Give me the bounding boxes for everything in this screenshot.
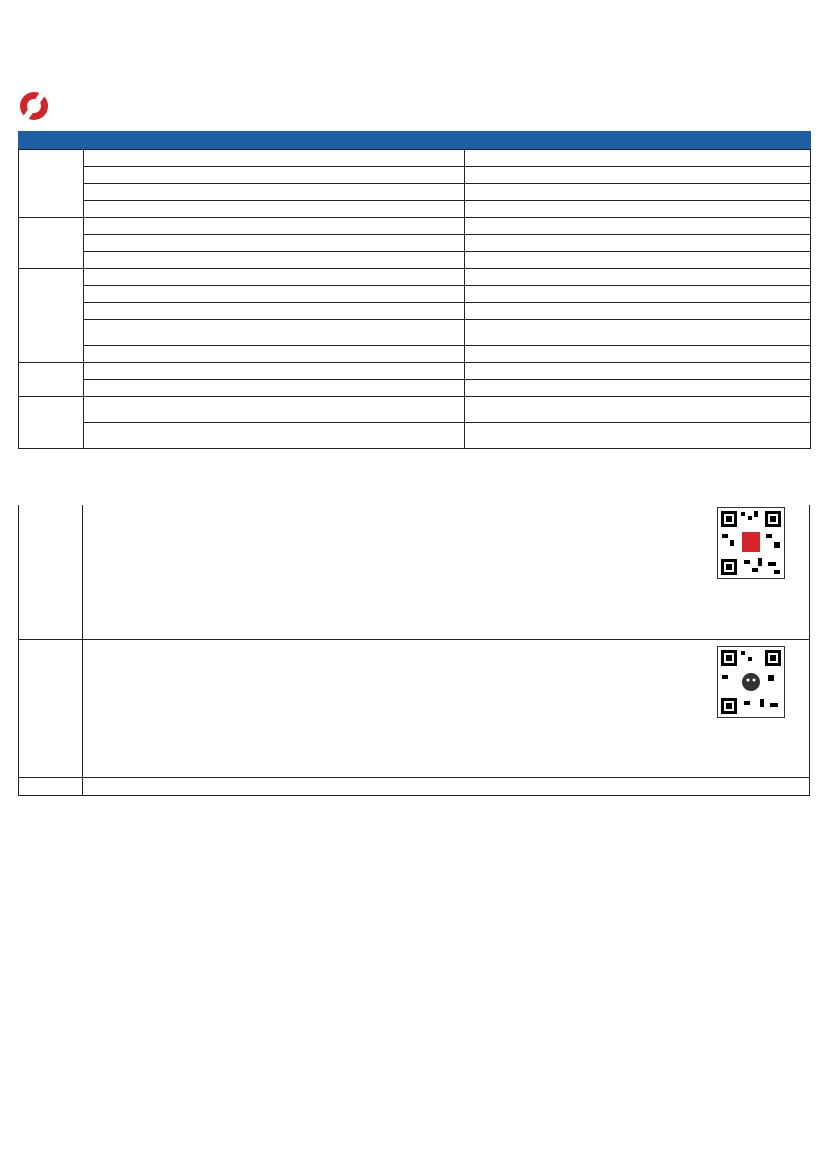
indicator-name xyxy=(465,422,681,448)
qr-code-news xyxy=(717,507,785,579)
change-value xyxy=(758,362,811,379)
table-row xyxy=(19,285,811,302)
latest-value xyxy=(311,166,404,183)
news-label xyxy=(19,505,83,639)
indicator-name xyxy=(465,345,681,362)
change-value xyxy=(404,302,465,319)
change-value xyxy=(758,379,811,396)
latest-value xyxy=(681,302,758,319)
indicator-name xyxy=(84,217,311,234)
industry-news-section xyxy=(18,505,810,640)
indicator-name xyxy=(84,234,311,251)
latest-value xyxy=(681,234,758,251)
indicator-name xyxy=(465,379,681,396)
latest-value xyxy=(311,200,404,217)
change-value xyxy=(758,251,811,268)
column-header xyxy=(311,131,404,149)
indicator-name xyxy=(465,200,681,217)
table-row xyxy=(19,345,811,362)
latest-value xyxy=(681,319,758,345)
change-value xyxy=(404,166,465,183)
indicator-name xyxy=(84,166,311,183)
table-row xyxy=(19,268,811,285)
change-value xyxy=(758,302,811,319)
view-label xyxy=(19,640,83,777)
latest-value xyxy=(681,362,758,379)
table-row xyxy=(19,149,811,166)
latest-value xyxy=(681,183,758,200)
table-row xyxy=(19,302,811,319)
change-value xyxy=(404,251,465,268)
tips-label xyxy=(19,778,83,795)
indicator-name xyxy=(84,302,311,319)
change-value xyxy=(404,422,465,448)
table-row xyxy=(19,379,811,396)
column-header xyxy=(19,131,84,149)
change-value xyxy=(758,345,811,362)
indicator-name xyxy=(84,200,311,217)
change-value xyxy=(404,183,465,200)
table-row xyxy=(19,234,811,251)
latest-value xyxy=(311,251,404,268)
latest-value xyxy=(681,268,758,285)
indicator-name xyxy=(84,319,311,345)
change-value xyxy=(758,319,811,345)
data-table xyxy=(18,131,811,449)
indicator-name xyxy=(465,302,681,319)
latest-value xyxy=(681,379,758,396)
latest-value xyxy=(311,149,404,166)
change-value xyxy=(404,319,465,345)
indicator-name xyxy=(465,166,681,183)
latest-value xyxy=(311,217,404,234)
logo-mark xyxy=(20,92,48,120)
latest-value xyxy=(681,166,758,183)
latest-value xyxy=(311,183,404,200)
latest-value xyxy=(311,268,404,285)
change-value xyxy=(404,268,465,285)
category-cell xyxy=(19,217,84,268)
indicator-name xyxy=(465,396,681,422)
latest-value xyxy=(311,302,404,319)
latest-value xyxy=(681,217,758,234)
change-value xyxy=(758,149,811,166)
table-row xyxy=(19,183,811,200)
change-value xyxy=(404,285,465,302)
change-value xyxy=(758,422,811,448)
change-value xyxy=(758,217,811,234)
latest-value xyxy=(311,379,404,396)
indicator-name xyxy=(465,149,681,166)
indicator-name xyxy=(84,285,311,302)
latest-value xyxy=(681,285,758,302)
table-row xyxy=(19,396,811,422)
table-row xyxy=(19,166,811,183)
change-value xyxy=(404,362,465,379)
category-cell xyxy=(19,362,84,396)
tips-section xyxy=(18,778,810,796)
latest-value xyxy=(311,422,404,448)
latest-value xyxy=(311,362,404,379)
change-value xyxy=(758,234,811,251)
indicator-name xyxy=(84,379,311,396)
latest-value xyxy=(311,396,404,422)
change-value xyxy=(404,396,465,422)
change-value xyxy=(404,217,465,234)
table-row xyxy=(19,319,811,345)
indicator-name xyxy=(465,251,681,268)
indicator-name xyxy=(84,268,311,285)
latest-value xyxy=(311,234,404,251)
change-value xyxy=(758,200,811,217)
table-row xyxy=(19,422,811,448)
change-value xyxy=(758,183,811,200)
latest-value xyxy=(681,200,758,217)
table-row xyxy=(19,200,811,217)
change-value xyxy=(404,200,465,217)
latest-value xyxy=(311,319,404,345)
change-value xyxy=(404,379,465,396)
category-cell xyxy=(19,396,84,448)
indicator-name xyxy=(84,362,311,379)
category-cell xyxy=(19,268,84,362)
change-value xyxy=(758,285,811,302)
change-value xyxy=(758,166,811,183)
indicator-name xyxy=(465,268,681,285)
latest-value xyxy=(311,345,404,362)
indicator-name xyxy=(465,319,681,345)
indicator-name xyxy=(84,149,311,166)
change-value xyxy=(404,234,465,251)
view-summary-section xyxy=(18,640,810,778)
qr-code-icon xyxy=(718,647,784,717)
indicator-name xyxy=(84,183,311,200)
table-row xyxy=(19,217,811,234)
column-header xyxy=(758,131,811,149)
table-row xyxy=(19,362,811,379)
column-header xyxy=(681,131,758,149)
latest-value xyxy=(681,149,758,166)
indicator-name xyxy=(465,362,681,379)
indicator-name xyxy=(465,234,681,251)
indicator-name xyxy=(465,183,681,200)
indicator-name xyxy=(84,251,311,268)
indicator-name xyxy=(84,422,311,448)
company-logo xyxy=(20,88,150,128)
latest-value xyxy=(681,345,758,362)
indicator-name xyxy=(465,285,681,302)
category-cell xyxy=(19,149,84,217)
column-header xyxy=(84,131,311,149)
latest-value xyxy=(311,285,404,302)
change-value xyxy=(404,149,465,166)
qr-code-icon xyxy=(718,508,784,578)
latest-value xyxy=(681,396,758,422)
table-header xyxy=(19,131,811,149)
qr-code-wechat xyxy=(717,646,785,718)
change-value xyxy=(404,345,465,362)
change-value xyxy=(758,268,811,285)
column-header xyxy=(465,131,681,149)
latest-value xyxy=(681,422,758,448)
indicator-name xyxy=(84,345,311,362)
column-header xyxy=(404,131,465,149)
indicator-name xyxy=(84,396,311,422)
change-value xyxy=(758,396,811,422)
latest-value xyxy=(681,251,758,268)
indicator-name xyxy=(465,217,681,234)
table-row xyxy=(19,251,811,268)
